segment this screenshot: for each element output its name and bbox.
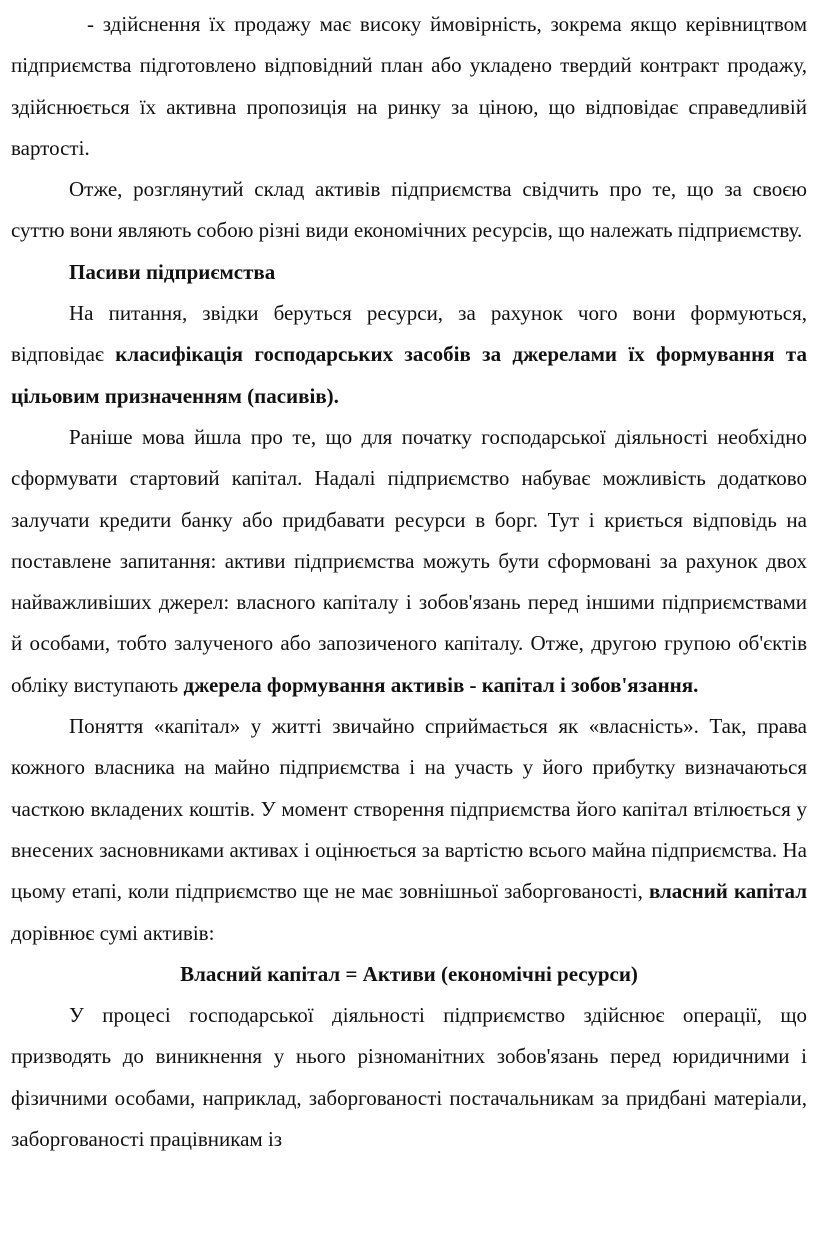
bold-term-sources: джерела формування активів - капітал і зобов'язання. [183,672,699,697]
paragraph-sources-question [11,293,807,417]
bold-term-equity: власний капітал [648,879,807,904]
text-span: дорівнює сумі активів: [11,920,215,945]
paragraph-sales-conditions: - здійснення їх продажу має високу ймовірність, зокрема якщо керівництвом підприємства підготовлено відповідний план або укладено твердий контракт продажу, здійснюється їх активна пропозиція на ринку за ціною, що відповідає справедливій вартості. [11,12,807,160]
section-heading-liabilities: Пасиви підприємства [69,259,276,284]
bold-term-classification: класифікація господарських засобів за джерелами їх формування та цільовим призначенням (пасивів). [11,342,807,408]
text-span: Раніше мова йшла про те, що для початку господарської діяльності необхідно сформувати стартовий капітал. Надалі підприємство набуває можливість додатково залучати кредити банку або придбавати ресурси в борг. Тут і криється відповідь на поставлене запитання: активи підприємства можуть бути сформовані за рахунок двох найважливіших джерел: власного капіталу і зобов'язань перед іншими підприємствами й особами, тобто залученого або запозиченого капіталу. Отже, другою групою об'єктів обліку виступають [11,424,807,697]
paragraph-assets-summary: Отже, розглянутий склад активів підприємства свідчить про те, що за своєю суттю вони являють собою різні види економічних ресурсів, що належать підприємству. [11,177,807,243]
formula-equity-assets: Власний капітал = Активи (економічні ресурси) [180,961,638,986]
text-span: Поняття «капітал» у житті звичайно сприймається як «власність». Так, права кожного власника на майно підприємства і на участь у його прибутку визначаються часткою вкладених коштів. У момент створення підприємства його капітал втілюється у внесених засновниками активах і оцінюється за вартістю всього майна підприємства. На цьому етапі, коли підприємство ще не має зовнішньої заборгованості, [11,714,807,904]
paragraph-obligations: У процесі господарської діяльності підприємство здійснює операції, що призводять до виникнення у нього різноманітних зобов'язань перед юридичними і фізичними особами, наприклад, заборгованості постачальникам за придбані матеріали, заборгованості працівникам із [11,1003,807,1152]
paragraph-starting-capital [11,417,807,706]
text-span: На питання, звідки беруться ресурси, за рахунок чого вони формуються, відповідає [11,301,807,367]
paragraph-capital-concept [11,706,807,954]
